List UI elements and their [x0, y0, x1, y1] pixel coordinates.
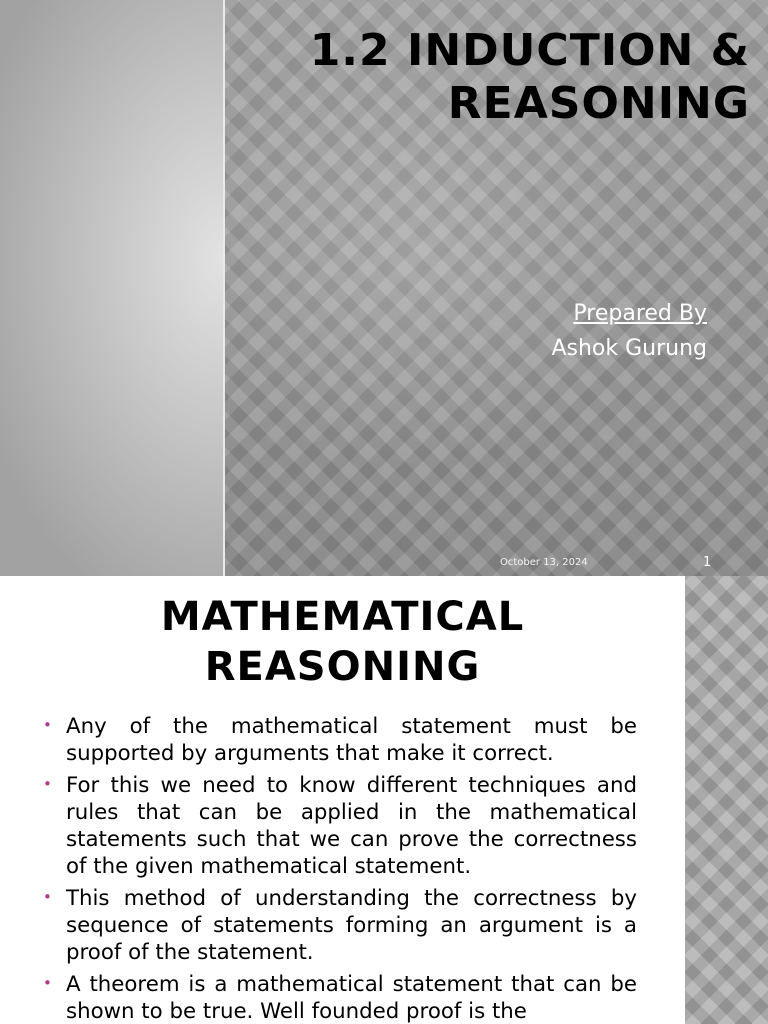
bullet-list: [40, 713, 637, 1024]
left-gradient-panel: [0, 0, 223, 576]
bullet-icon: •: [43, 775, 52, 793]
prepared-by-label: Prepared By: [573, 301, 707, 326]
subtitle-block: [551, 296, 707, 366]
content-slide: [0, 576, 768, 1024]
patterned-side-strip: [685, 576, 768, 1024]
list-item: [40, 772, 637, 880]
bullet-text: For this we need to know different techniques and rules that can be applied in the mathematical statements such that we can prove the correctness of the given mathematical statement.: [66, 773, 637, 879]
bullet-text: A theorem is a mathematical statement that can be shown to be true. Well founded proof is the: [66, 972, 637, 1024]
list-item: [40, 713, 637, 767]
bullet-icon: •: [43, 974, 52, 992]
slide-date: October 13, 2024: [500, 557, 588, 568]
slide-heading: MATHEMATICAL REASONING: [160, 594, 525, 690]
bullet-text: Any of the mathematical statement must be supported by arguments that make it correct.: [66, 714, 637, 766]
bullet-text: This method of understanding the correctness by sequence of statements forming an argument is a proof of the statement.: [66, 886, 637, 965]
author-name: Ashok Gurung: [551, 336, 707, 361]
bullet-icon: •: [43, 716, 52, 734]
slide-number: 1: [703, 555, 712, 570]
bullet-icon: •: [43, 888, 52, 906]
slide-title: 1.2 INDUCTION & REASONING: [309, 25, 750, 129]
list-item: [40, 971, 637, 1024]
list-item: [40, 885, 637, 966]
